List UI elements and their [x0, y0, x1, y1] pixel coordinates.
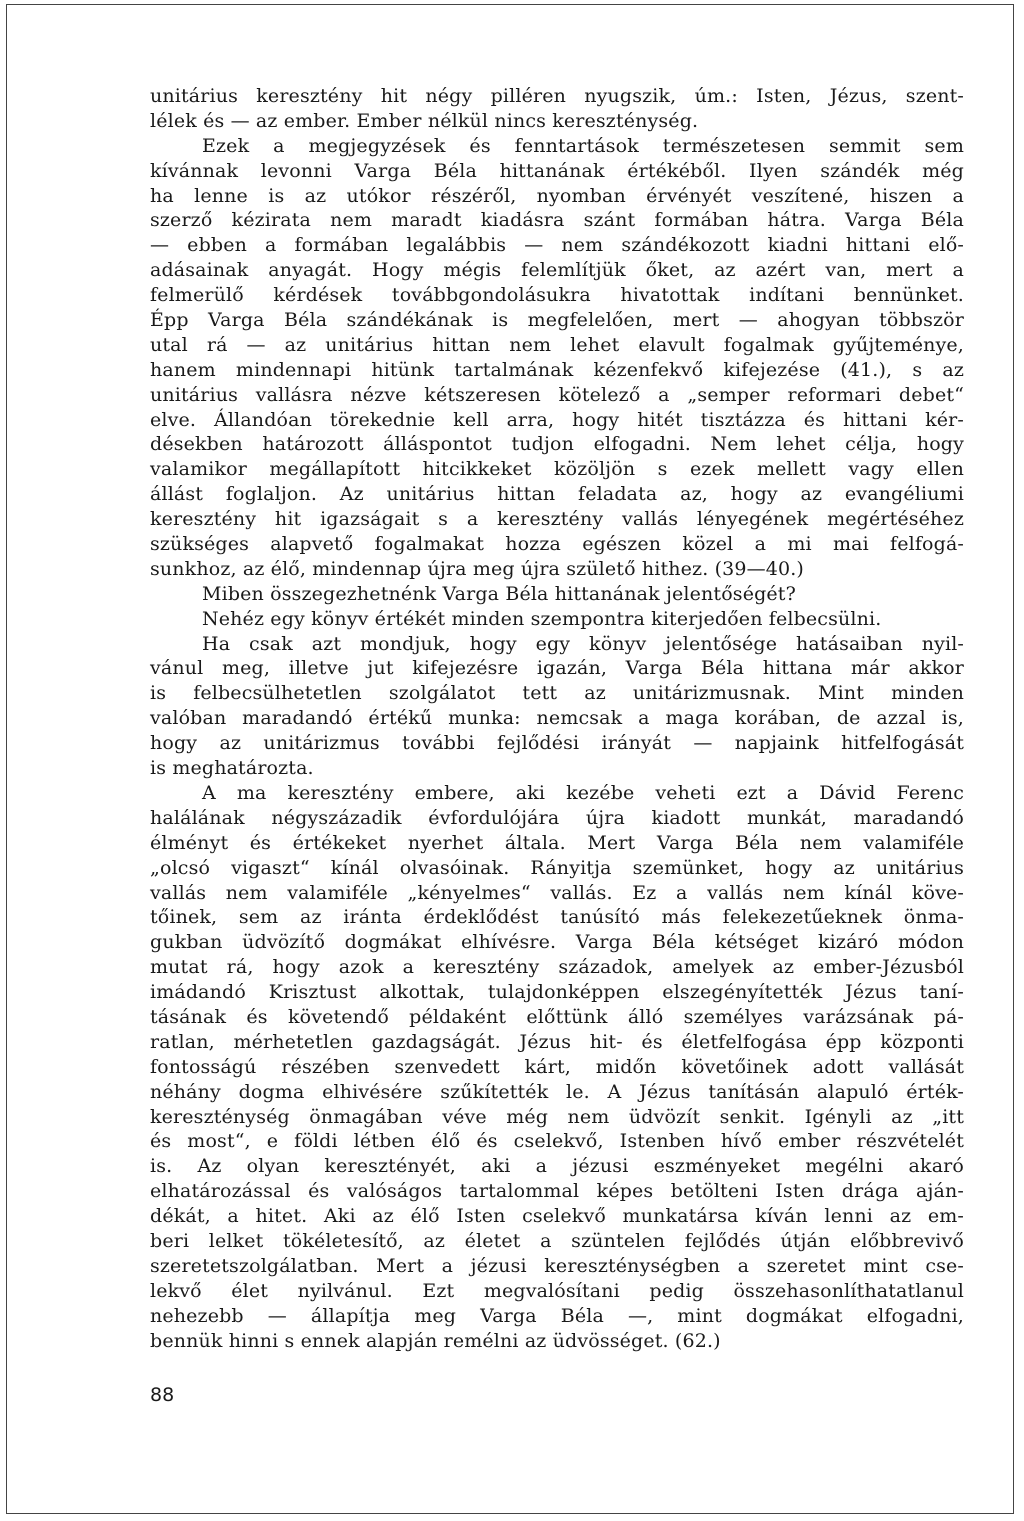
text-line: valóban maradandó értékű munka: nemcsak a maga korában, de azzal is,: [150, 707, 964, 730]
text-line: — ebben a formában legalábbis — nem szándékozott kiadni hittani elő-: [150, 234, 964, 257]
text-line: elhatározással és valóságos tartalommal képes betölteni Isten drága aján-: [150, 1180, 964, 1203]
text-line: is felbecsülhetetlen szolgálatot tett az unitárizmusnak. Mint minden: [150, 682, 964, 705]
paragraph: [150, 582, 964, 607]
text-line: dékát, a hitet. Aki az élő Isten cselekvő munkatársa kíván lenni az em-: [150, 1205, 964, 1228]
text-line: bennük hinni s ennek alapján remélni az üdvösséget. (62.): [150, 1329, 721, 1352]
paragraph: [150, 134, 964, 582]
text-line: néhány dogma elhivésére szűkítették le. A Jézus tanításán alapuló érték-: [150, 1080, 964, 1103]
text-line: elve. Állandóan törekednie kell arra, hogy hitét tisztázza és hittani kér-: [150, 408, 964, 431]
paragraph: [150, 84, 964, 134]
text-line: sunkhoz, az élő, mindennap újra meg újra születő hithez. (39—40.): [150, 557, 804, 580]
text-line: és most“, e földi létben élő és cselekvő, Istenben hívő ember részvételét: [150, 1130, 964, 1153]
paragraph: [150, 632, 964, 781]
text-line: is meghatározta.: [150, 757, 314, 780]
text-line: A ma keresztény embere, aki kezébe veheti ezt a Dávid Ferenc: [202, 781, 964, 804]
text-line: adásainak anyagát. Hogy mégis felemlítjük őket, az azért van, mert a: [150, 259, 964, 282]
text-line: Ha csak azt mondjuk, hogy egy könyv jelentősége hatásaiban nyil-: [202, 632, 964, 655]
body-text: [150, 84, 964, 1353]
page-number: 88: [150, 1384, 175, 1406]
text-line: kereszténység önmagában véve még nem üdvözít senkit. Igényli az „itt: [150, 1105, 964, 1128]
text-line: hanem mindennapi hitünk tartalmának kézenfekvő kifejezése (41.), s az: [150, 358, 964, 381]
text-line: vallás nem valamiféle „kényelmes“ vallás. Ez a vallás nem kínál köve-: [150, 881, 964, 904]
text-line: Ezek a megjegyzések és fenntartások természetesen semmit sem: [202, 134, 964, 157]
text-line: lekvő élet nyilvánul. Ezt megvalósítani pedig összehasonlíthatatlanul: [150, 1279, 964, 1302]
text-line: szerző kézirata nem maradt kiadásra szánt formában hátra. Varga Béla: [150, 209, 964, 232]
text-line: „olcsó vigaszt“ kínál olvasóinak. Rányitja szemünket, hogy az unitárius: [150, 856, 964, 879]
text-line: Nehéz egy könyv értékét minden szempontra kiterjedően felbecsülni.: [202, 607, 882, 630]
text-line: valamikor megállapított hitcikkeket közöljön s ezek mellett vagy ellen: [150, 458, 964, 481]
text-line: élményt és értékeket nyerhet általa. Mert Varga Béla nem valamiféle: [150, 831, 964, 854]
text-line: nehezebb — állapítja meg Varga Béla —, mint dogmákat elfogadni,: [150, 1304, 964, 1327]
paragraph: [150, 607, 964, 632]
text-line: utal rá — az unitárius hittan nem lehet elavult fogalmak gyűjteménye,: [150, 333, 964, 356]
text-line: Miben összegezhetnénk Varga Béla hittanának jelentőségét?: [202, 582, 796, 605]
text-line: felmerülő kérdések továbbgondolásukra hivatottak indítani bennünket.: [150, 284, 964, 307]
text-line: mutat rá, hogy azok a keresztény századok, amelyek az ember-Jézusból: [150, 956, 964, 979]
text-line: ha lenne is az utókor részéről, nyomban érvényét veszítené, hiszen a: [150, 184, 964, 207]
text-line: fontosságú részében szenvedett kárt, midőn követőinek adott vallását: [150, 1055, 964, 1078]
text-line: szükséges alapvető fogalmakat hozza egészen közel a mi mai felfogá-: [150, 533, 964, 556]
text-line: gukban üdvözítő dogmákat elhívésre. Varga Béla kétséget kizáró módon: [150, 931, 964, 954]
text-line: unitárius vallásra nézve kétszeresen kötelező a „semper reformari debet“: [150, 383, 964, 406]
text-line: ratlan, mérhetetlen gazdagságát. Jézus hit- és életfelfogása épp központi: [150, 1030, 964, 1053]
text-line: Épp Varga Béla szándékának is megfelelően, mert — ahogyan többször: [150, 309, 964, 332]
text-line: beri lelket tökéletesítő, az életet a szüntelen fejlődés útján előbbrevivő: [150, 1229, 964, 1252]
text-line: keresztény hit igazságait s a keresztény vallás lényegének megértéséhez: [150, 508, 964, 531]
text-line: halálának négyszázadik évfordulójára újra kiadott munkát, maradandó: [150, 806, 964, 829]
text-line: szeretetszolgálatban. Mert a jézusi kereszténységben a szeretet mint cse-: [150, 1254, 964, 1277]
text-line: tőinek, sem az iránta érdeklődést tanúsító más felekezetűeknek önma-: [150, 906, 964, 929]
text-line: vánul meg, illetve jut kifejezésre igazán, Varga Béla hittana már akkor: [150, 657, 964, 680]
text-line: unitárius keresztény hit négy pilléren nyugszik, úm.: Isten, Jézus, szent-: [150, 85, 964, 107]
text-line: tásának és követendő példaként előttünk álló személyes varázsának pá-: [150, 1005, 964, 1028]
text-line: imádandó Krisztust alkottak, tulajdonképpen elszegényítették Jézus taní-: [150, 981, 964, 1004]
text-line: désekben határozott álláspontot tudjon elfogadni. Nem lehet célja, hogy: [150, 433, 964, 456]
text-line: lélek és — az ember. Ember nélkül nincs kereszténység.: [150, 109, 699, 132]
text-line: is. Az olyan keresztényét, aki a jézusi eszményeket megélni akaró: [150, 1155, 964, 1178]
paragraph: [150, 781, 964, 1353]
text-line: hogy az unitárizmus további fejlődési irányát — napjaink hitfelfogását: [150, 732, 964, 755]
text-line: állást foglaljon. Az unitárius hittan feladata az, hogy az evangéliumi: [150, 483, 964, 506]
text-line: kívánnak levonni Varga Béla hittanának értékéből. Ilyen szándék még: [150, 159, 964, 182]
